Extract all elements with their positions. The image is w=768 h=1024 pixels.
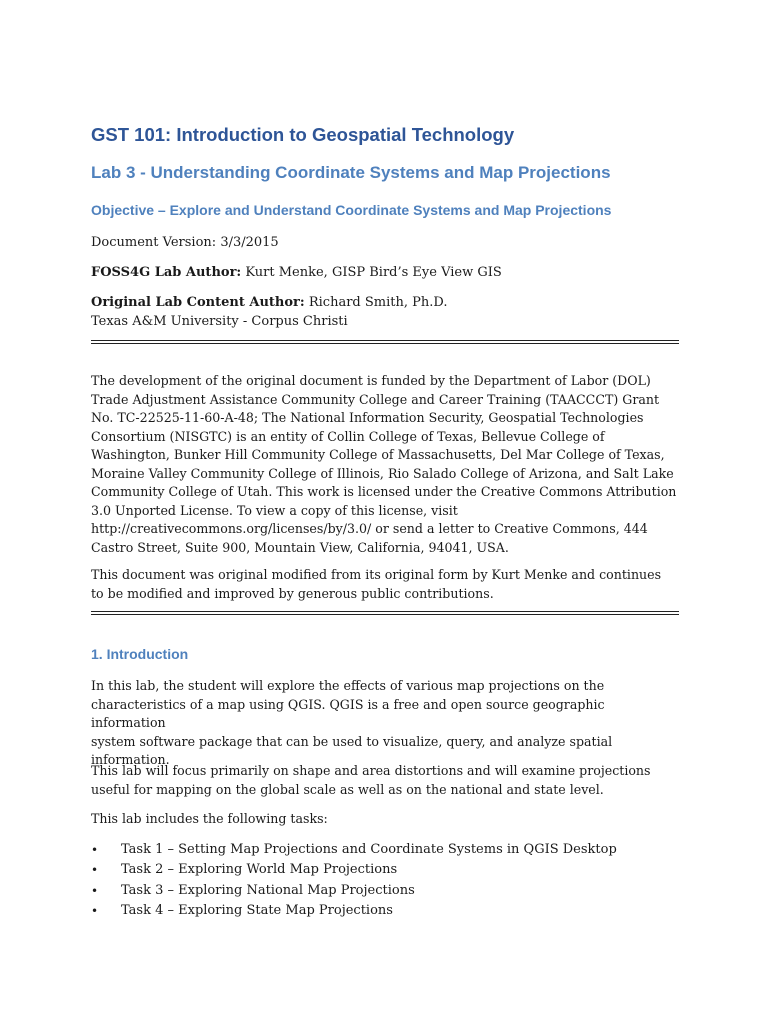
tasks-intro: This lab includes the following tasks: xyxy=(91,811,328,826)
bullet: • xyxy=(91,843,99,857)
course-title: GST 101: Introduction to Geospatial Technology xyxy=(91,124,515,145)
bullet: • xyxy=(91,883,99,898)
modification-paragraph: This document was original modified from its original form by Kurt Menke and continues to be modified and improved by generous public contributions. xyxy=(91,567,662,601)
document-version-label: Document Version: xyxy=(91,235,217,250)
content-author-value: Richard Smith, Ph.D. xyxy=(308,295,448,310)
lab-author-label: FOSS4G Lab Author: xyxy=(91,265,242,280)
objective-heading: Objective – Explore and Understand Coordinate Systems and Map Projections xyxy=(91,202,612,218)
document-version-value: 3/3/2015 xyxy=(220,235,279,250)
bullet: • xyxy=(91,863,99,878)
funding-paragraph: The development of the original document is funded by the Department of Labor (DOL) Trade Adjustment Assistance Community College and Career Training (TAACCCT) Grant No. TC-22525-11-60-A-48; The National Information Security, Geospatial Technologies Consortium (NISGTC) is an entity of Collin College of Texas, Bellevue College of Washington, Bunker Hill Community College of Massachusetts, Del Mar College of Texas, Moraine Valley Community College of Illinois, Rio Salado College of Arizona, and Salt Lake Community College of Utah. This work is licensed under the Creative Commons Attribution 3.0 Unported License. To view a copy of this license, visit http://creativecommons.org/licenses/by/3.0/ or send a letter to Creative Commons, 444 Castro Street, Suite 900, Mountain View, California, 94041, USA. xyxy=(91,373,677,555)
task-text: Task 1 – Setting Map Projections and Coordinate Systems in QGIS Desktop xyxy=(121,842,617,857)
introduction-heading: 1. Introduction xyxy=(91,646,189,662)
task-text: Task 4 – Exploring State Map Projections xyxy=(121,902,393,918)
lab-author-value: Kurt Menke, GISP Bird’s Eye View GIS xyxy=(245,265,502,280)
content-author xyxy=(91,293,447,312)
section-divider xyxy=(91,340,679,344)
bullet: • xyxy=(91,903,99,918)
content-author-label: Original Lab Content Author: xyxy=(91,295,305,310)
lab-author xyxy=(91,263,502,282)
task-text: Task 3 – Exploring National Map Projections xyxy=(121,882,415,898)
introduction-paragraph: In this lab, the student will explore the effects of various map projections on the characteristics of a map using QGIS. QGIS is a free and open source geographic information system software package that can be used to visualize, query, and analyze spatial information. xyxy=(91,678,613,767)
section-divider xyxy=(91,611,679,615)
document-version xyxy=(91,233,279,252)
task-text: Task 2 – Exploring World Map Projections xyxy=(121,862,398,878)
focus-paragraph: This lab will focus primarily on shape and area distortions and will examine projections useful for mapping on the global scale as well as on the national and state level. xyxy=(91,763,651,797)
lab-title: Lab 3 - Understanding Coordinate Systems and Map Projections xyxy=(91,163,611,182)
content-author-affiliation: Texas A&M University - Corpus Christi xyxy=(91,314,348,329)
